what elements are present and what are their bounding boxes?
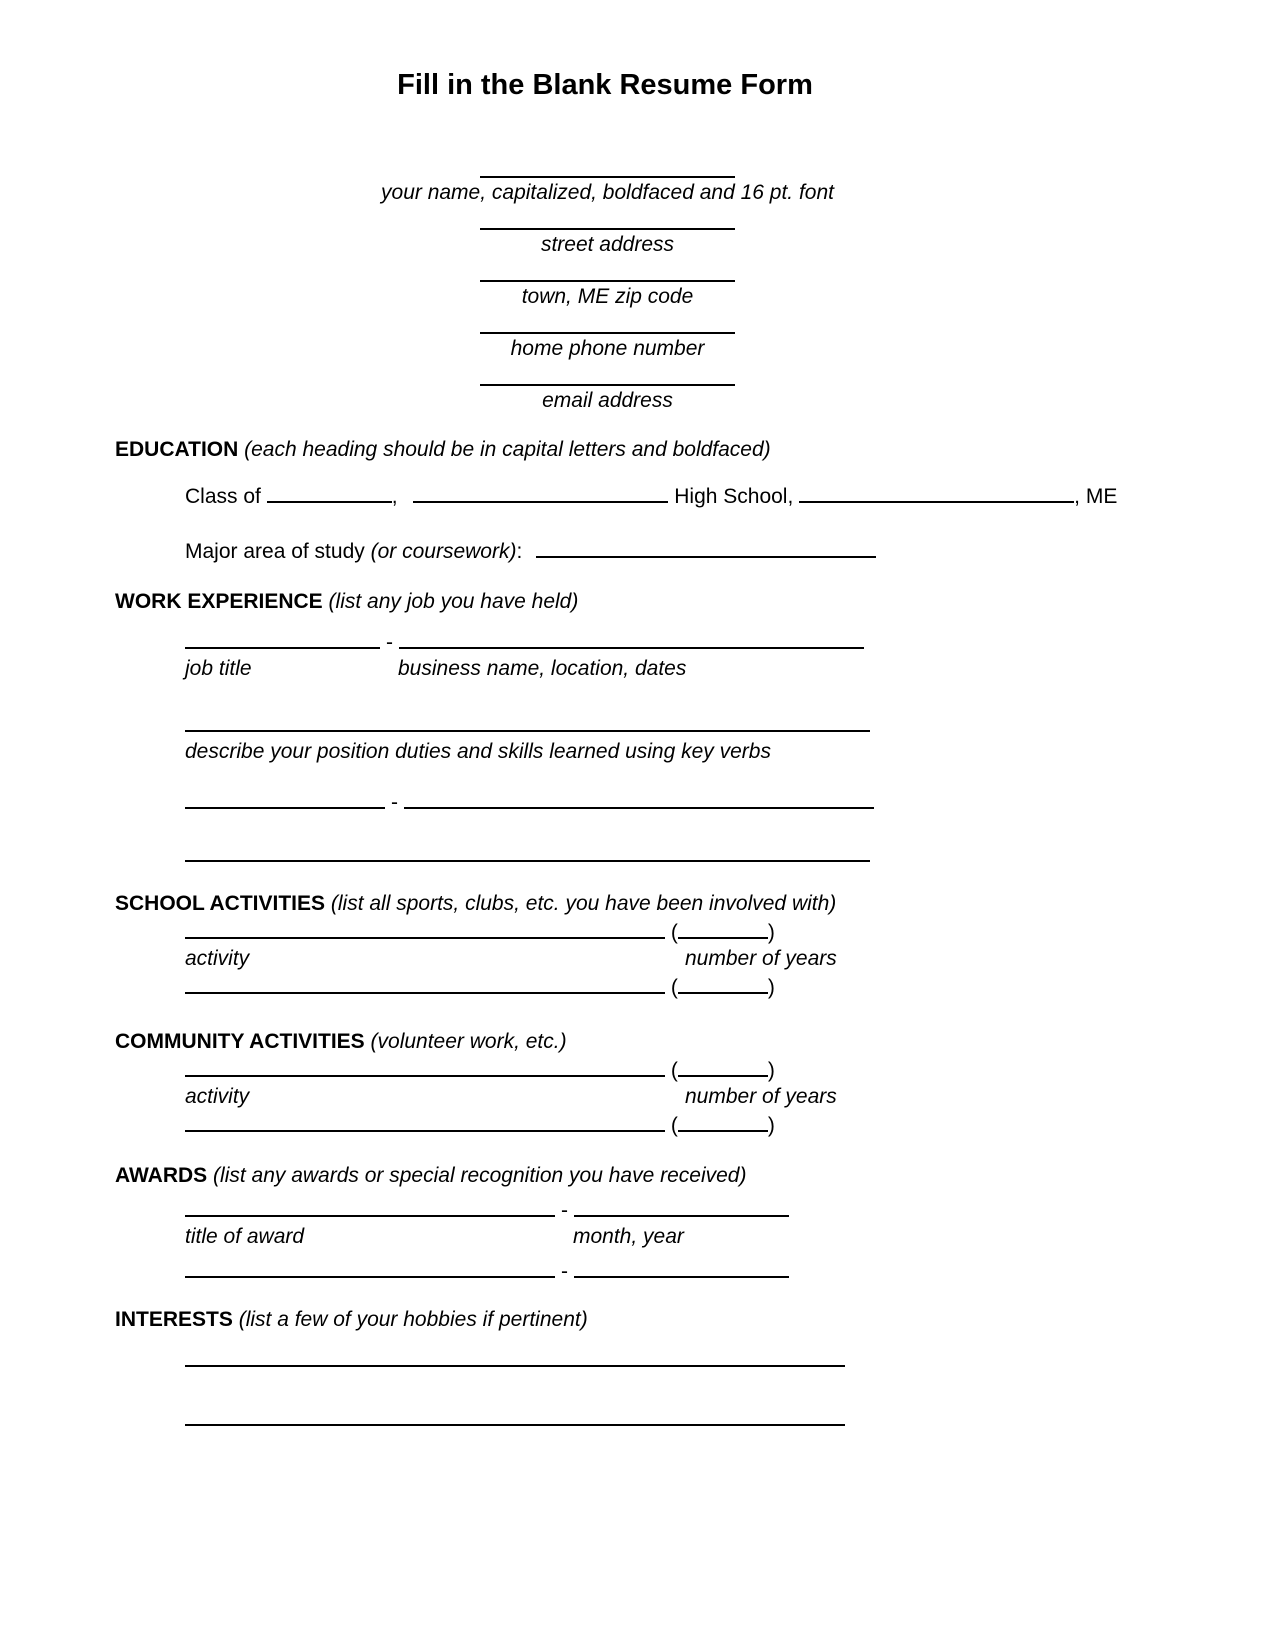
street-address-blank [480,216,735,230]
education-heading [115,437,1275,463]
school-activities-heading-note: (list all sports, clubs, etc. you have been involved with) [330,892,837,915]
school-name-blank [413,481,668,503]
school-activity-blank-1 [185,917,665,939]
duties-line-1 [185,710,1275,739]
paren-close-text-3: ) [767,1059,775,1082]
paren-open-text-4: ( [670,1114,678,1137]
paren-open-text-3: ( [670,1059,678,1082]
hyphen-text: - [386,631,393,654]
community-activity-blank-1 [185,1055,665,1077]
duties-line-2 [185,840,1275,869]
major-blank [536,536,876,558]
town-zip-blank [480,268,735,282]
duties-caption-row [185,739,1275,765]
school-activity-line-2 [185,972,1275,1001]
contact-entry-street [480,216,735,257]
award-title-caption: title of award [185,1225,305,1248]
colon-text: : [516,540,523,563]
school-activities-heading [115,891,1275,917]
awards-heading-note: (list any awards or special recognition you have received) [213,1164,747,1187]
community-activity-line-1 [185,1055,1275,1084]
home-phone-blank [480,320,735,334]
school-activity-line-1 [185,917,1275,946]
award-captions [185,1224,1275,1250]
school-years-blank-2 [678,972,768,994]
community-activity-captions [185,1084,1275,1110]
page-title: Fill in the Blank Resume Form [397,69,813,101]
interests-blank-1 [185,1345,845,1367]
work-heading-note: (list any job you have held) [328,590,579,613]
school-activity-captions [185,946,1275,972]
duties-caption: describe your position duties and skills learned using key verbs [185,740,771,763]
name-blank [480,164,735,178]
school-activity-caption: activity [185,947,250,970]
paren-open-text-2: ( [670,976,678,999]
award-date-blank-1 [574,1195,789,1217]
community-years-blank-2 [678,1110,768,1132]
community-activity-line-2 [185,1110,1275,1139]
contact-entry-town [480,268,735,309]
community-years-caption: number of years [685,1085,837,1108]
business-blank-1 [399,627,864,649]
work-heading [115,589,1275,615]
town-zip-caption: town, ME zip code [521,285,694,308]
work-heading-label: WORK EXPERIENCE [115,590,323,613]
major-note: (or coursework) [370,540,517,563]
award-title-blank-2 [185,1256,555,1278]
job-title-blank-2 [185,787,385,809]
school-years-blank-1 [678,917,768,939]
community-activity-caption: activity [185,1085,250,1108]
job-line-1 [185,627,1275,656]
comma-text: , [391,485,398,508]
hyphen-text-3: - [561,1199,568,1222]
job-captions-1 [185,656,1275,682]
duties-blank-1 [185,710,870,732]
award-title-blank-1 [185,1195,555,1217]
business-blank-2 [404,787,874,809]
education-heading-note: (each heading should be in capital letters and boldfaced) [244,438,771,461]
community-activities-heading-label: COMMUNITY ACTIVITIES [115,1030,365,1053]
contact-entry-email [480,372,735,413]
interests-heading-label: INTERESTS [115,1308,233,1331]
major-label: Major area of study [185,540,365,563]
school-activity-blank-2 [185,972,665,994]
interests-line-1 [185,1345,1275,1374]
interests-heading-note: (list a few of your hobbies if pertinent) [238,1308,588,1331]
school-years-caption: number of years [685,947,837,970]
class-year-blank [267,481,392,503]
awards-heading [115,1163,1275,1189]
contact-entry-name [381,164,834,205]
street-address-caption: street address [540,233,675,256]
education-major-line [185,536,1275,565]
state-suffix-label: , ME [1074,485,1118,508]
class-of-label: Class of [185,485,261,508]
paren-close-text-4: ) [767,1114,775,1137]
job-title-blank-1 [185,627,380,649]
education-class-line [185,481,1275,510]
contact-entry-phone [480,320,735,361]
job-line-2 [185,787,1275,816]
duties-blank-2 [185,840,870,862]
interests-heading [115,1307,1275,1333]
community-years-blank-1 [678,1055,768,1077]
interests-line-2 [185,1404,1275,1433]
paren-close-text-2: ) [767,976,775,999]
business-caption: business name, location, dates [398,657,687,680]
school-activities-heading-label: SCHOOL ACTIVITIES [115,892,326,915]
award-date-caption: month, year [573,1225,684,1248]
school-town-blank [799,481,1074,503]
paren-close-text: ) [767,921,775,944]
community-activities-heading [115,1029,1275,1055]
award-date-blank-2 [574,1256,789,1278]
awards-heading-label: AWARDS [115,1164,208,1187]
community-activity-blank-2 [185,1110,665,1132]
award-line-2 [185,1256,1275,1285]
email-blank [480,372,735,386]
hyphen-text-2: - [391,791,398,814]
name-caption: your name, capitalized, boldfaced and 16 pt. font [381,181,834,204]
award-line-1 [185,1195,1275,1224]
community-activities-heading-note: (volunteer work, etc.) [370,1030,567,1053]
paren-open-text: ( [670,921,678,944]
contact-block [381,164,834,413]
hyphen-text-4: - [561,1260,568,1283]
email-caption: email address [542,389,673,412]
home-phone-caption: home phone number [510,337,705,360]
education-heading-label: EDUCATION [115,438,239,461]
interests-blank-2 [185,1404,845,1426]
high-school-label: High School, [674,485,794,508]
job-title-caption: job title [185,657,252,680]
